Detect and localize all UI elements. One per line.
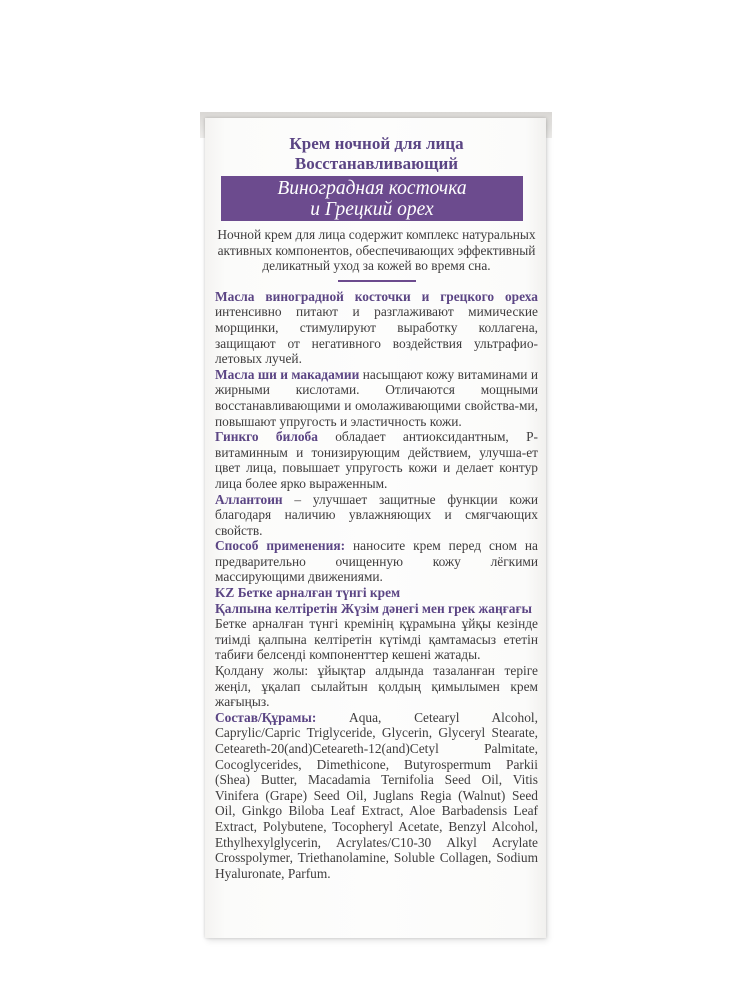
kz-paragraph-1: Бетке арналған түнгі кремінің құрамына ұйқы кезінде тиімді қалпына келтіретін күтімді қамтамасыз ететін табиғи белсенді компоненттер кешені жатады.	[215, 616, 538, 663]
variant-banner	[221, 176, 523, 221]
paragraph-body: наносите крем перед сном на предварительно очищенную кожу лёгкими массирующими движениями.	[215, 538, 538, 585]
composition-heading: Состав/Құрамы:	[215, 709, 317, 725]
composition	[215, 710, 538, 882]
kz-heading-2: Қалпына келтіретін Жүзім дәнегі мен грек жаңғағы	[215, 600, 532, 616]
paragraph-heading: Масла виноградной косточки и грецкого ореха	[215, 288, 538, 304]
paragraph-allantoin	[215, 492, 538, 539]
banner-line-1: Виноградная косточка	[277, 178, 467, 199]
paragraph-heading: Масла ши и макадамии	[215, 366, 360, 382]
paragraph-grape-walnut	[215, 289, 538, 367]
divider	[338, 280, 416, 282]
paragraph-body: – улучшает защитные функции кожи благодаря наличию увлажняющих и смягчающих свойств.	[215, 491, 538, 538]
product-title	[215, 134, 538, 174]
kz-heading-1: KZ Бетке арналған түнгі крем	[215, 585, 401, 601]
title-line-2: Восстанавливающий	[294, 154, 459, 173]
kz-paragraph-2: Қолдану жолы: ұйықтар алдында тазаланған теріге жеңіл, ұқалап сылайтын қолдың қимылымен крем жағыңыз.	[215, 663, 538, 710]
banner-line-2: и Грецкий орех	[310, 199, 434, 220]
paragraph-heading: Аллантоин	[215, 491, 283, 507]
composition-body: Aqua, Cetearyl Alcohol, Caprylic/Capric Triglyceride, Glycerin, Glyceryl Stearate, Ceteareth-20(and)Ceteareth-12(and)Cetyl Palmitate, Cocoglycerides, Dimethicone, Butyrospermum Parkii (Shea) Butter, Macadamia Ternifolia Seed Oil, Vitis Vinifera (Grape) Seed Oil, Juglans Regia (Walnut) Seed Oil, Ginkgo Biloba Leaf Extract, Aloe Barbadensis Leaf Extract, Polybutene, Tocopheryl Acetate, Benzyl Alcohol, Ethylhexylglycerin, Acrylates/C10-30 Alkyl Acrylate Crosspolymer, Triethanolamine, Soluble Collagen, Sodium Hyaluronate, Parfum.	[215, 709, 538, 881]
paragraph-heading: Гинкго билоба	[215, 429, 318, 445]
paragraph-usage	[215, 538, 538, 585]
paragraph-body: интенсивно питают и разглаживают мимические морщинки, стимулируют выработку коллагена, защищают от негативного воздействия ультрафио-летовых лучей.	[215, 304, 538, 367]
label-content	[215, 134, 538, 881]
intro-text: Ночной крем для лица содержит комплекс натуральных активных компонентов, обеспечивающих эффективный деликатный уход за кожей во время сна.	[217, 227, 536, 274]
paragraph-heading: Способ применения:	[215, 538, 346, 554]
paragraph-shea-macadamia	[215, 367, 538, 429]
title-line-1: Крем ночной для лица	[289, 134, 464, 153]
paragraph-body: насыщают кожу витаминами и жирными кислотами. Отличаются мощными восстанавливающими и омолаживающими свойства-ми, повышают упругость и эластичность кожи.	[215, 366, 539, 429]
paragraph-ginkgo	[215, 429, 538, 491]
paragraph-body: обладает антиоксидантным, Р-витаминным и тонизирующим действием, улучша-ет цвет лица, повышает упругость кожи и делает контур лица более ярко выраженным.	[215, 429, 538, 491]
